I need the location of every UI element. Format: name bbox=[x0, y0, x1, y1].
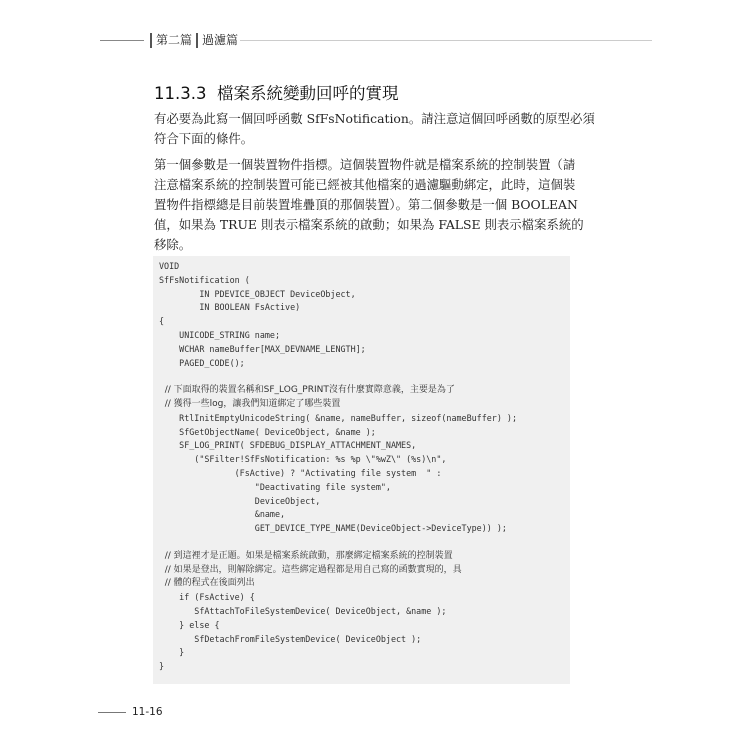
code-line: SfGetObjectName( DeviceObject, &name ); bbox=[159, 426, 376, 437]
section-title bbox=[154, 82, 398, 106]
code-line: (FsActive) ? "Activating file system " : bbox=[159, 467, 442, 478]
code-line: GET_DEVICE_TYPE_NAME(DeviceObject->DeviceType)) ); bbox=[159, 523, 507, 534]
header-part: 第二篇 bbox=[156, 33, 193, 47]
paragraph-line: 值，如果為 TRUE 則表示檔案系統的啟動；如果為 FALSE 則表示檔案系統的 bbox=[154, 217, 584, 232]
code-comment-line: // 到這裡才是正題。如果是檔案系統啟動，那麼綁定檔案系統的控制裝置 bbox=[159, 550, 453, 561]
code-line: IN BOOLEAN FsActive) bbox=[159, 302, 301, 313]
footer-rule bbox=[98, 712, 126, 713]
code-line: UNICODE_STRING name; bbox=[159, 329, 281, 340]
paragraph-line: 第一個參數是一個裝置物件指標。這個裝置物件就是檔案系統的控制裝置（請 bbox=[154, 157, 576, 172]
code-line bbox=[159, 370, 570, 384]
code-line: } bbox=[159, 647, 185, 658]
code-line: "Deactivating file system", bbox=[159, 481, 391, 492]
header-part-title: 過濾篇 bbox=[202, 33, 239, 47]
paragraph-line: 移除。 bbox=[154, 237, 192, 252]
code-line: IN PDEVICE_OBJECT DeviceObject, bbox=[159, 288, 356, 299]
code-comment-line: // 體的程式在後面列出 bbox=[159, 578, 255, 589]
running-header bbox=[100, 32, 652, 50]
code-line: SfDetachFromFileSystemDevice( DeviceObject ); bbox=[159, 633, 422, 644]
code-line: } bbox=[159, 661, 165, 672]
code-line: RtlInitEmptyUnicodeString( &name, nameBuffer, sizeof(nameBuffer) ); bbox=[159, 412, 517, 423]
code-line: ("SFilter!SfFsNotification: %s %p \"%wZ\" (%s)\n", bbox=[159, 454, 447, 465]
code-comment-line: // 獲得一些log，讓我們知道綁定了哪些裝置 bbox=[159, 398, 341, 409]
paragraph-1 bbox=[154, 109, 595, 149]
code-line: WCHAR nameBuffer[MAX_DEVNAME_LENGTH]; bbox=[159, 343, 366, 354]
paragraph-line: 置物件指標總是目前裝置堆疊頂的那個裝置）。第二個參數是一個 BOOLEAN bbox=[154, 197, 578, 212]
code-line: if (FsActive) { bbox=[159, 592, 255, 603]
code-line: PAGED_CODE(); bbox=[159, 357, 245, 368]
paragraph-line: 符合下面的條件。 bbox=[154, 131, 254, 146]
code-line: } else { bbox=[159, 619, 220, 630]
paragraph-2 bbox=[154, 155, 584, 255]
paragraph-line: 有必要為此寫一個回呼函數 SfFsNotification。請注意這個回呼函數的原型必須 bbox=[154, 111, 595, 126]
code-line: { bbox=[159, 316, 165, 327]
header-divider bbox=[150, 33, 152, 48]
section-number: 11.3.3 bbox=[154, 84, 207, 103]
paragraph-line: 注意檔案系統的控制裝置可能已經被其他檔案的過濾驅動綁定，此時，這個裝 bbox=[154, 177, 576, 192]
code-line: VOID bbox=[159, 261, 180, 271]
code-comment-line: // 如果是登出，則解除綁定。這些綁定過程都是用自己寫的函數實現的，具 bbox=[159, 564, 462, 575]
code-line: &name, bbox=[159, 509, 286, 520]
code-line: SF_LOG_PRINT( SFDEBUG_DISPLAY_ATTACHMENT_NAMES, bbox=[159, 440, 417, 451]
header-rule-left bbox=[100, 40, 144, 41]
code-line: SfFsNotification ( bbox=[159, 274, 250, 285]
code-comment-line: // 下面取得的裝置名稱和SF_LOG_PRINT沒有什麼實際意義，主要是為了 bbox=[159, 385, 455, 396]
header-rule-right bbox=[240, 40, 652, 41]
header-divider bbox=[196, 33, 198, 48]
section-title-text: 檔案系統變動回呼的實現 bbox=[216, 84, 399, 103]
code-line: SfAttachToFileSystemDevice( DeviceObject, &name ); bbox=[159, 605, 447, 616]
code-line: DeviceObject, bbox=[159, 495, 321, 506]
page-number: 11-16 bbox=[132, 706, 163, 718]
code-line bbox=[159, 536, 570, 550]
code-block bbox=[153, 256, 570, 684]
